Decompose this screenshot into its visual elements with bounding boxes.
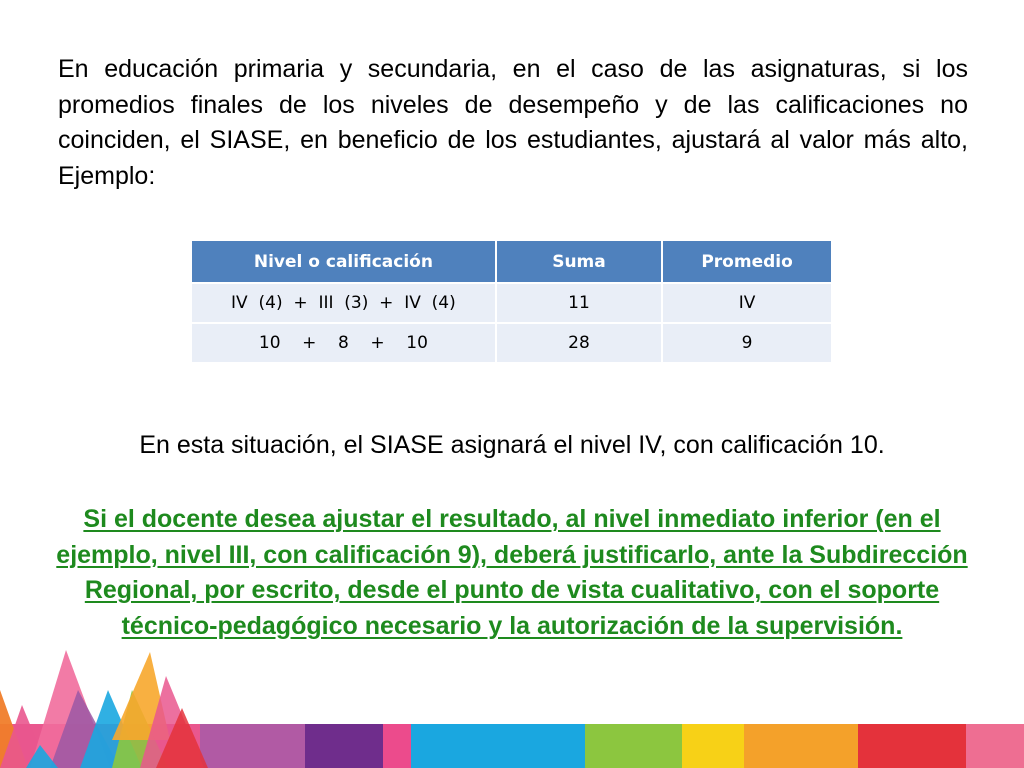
stripe-segment [966,724,1024,768]
stripe-segment [744,724,858,768]
triangle [80,690,142,768]
cell-suma: 28 [496,323,662,362]
triangle [112,690,168,768]
triangle [50,690,120,768]
stripe-segment [0,724,200,768]
table-row [192,283,831,323]
stripe-segment [585,724,682,768]
statement-text: En esta situación, el SIASE asignará el nivel IV, con calificación 10. [139,431,885,459]
stripe-segment [383,724,411,768]
stripe-segment [411,724,585,768]
table-row [192,323,831,362]
triangle [0,690,28,768]
triangle [156,708,208,768]
stripe-segment [305,724,383,768]
cell-nivel: IV (4) + III (3) + IV (4) [192,283,496,323]
triangle [30,650,110,768]
header-suma: Suma [496,241,662,283]
stripe-segment [858,724,966,768]
cell-nivel: 10 + 8 + 10 [192,323,496,362]
table-header-row [192,241,831,283]
header-nivel: Nivel o calificación [192,241,496,283]
triangle [112,652,170,740]
cell-suma: 11 [496,283,662,323]
example-table [192,241,831,362]
triangle [26,745,58,768]
intro-paragraph: En educación primaria y secundaria, en el caso de las asignaturas, si los promedios finales de los niveles de desempeño y de las calificaciones no coinciden, el SIASE, en beneficio de los estudiantes, ajustará al valor más alto, Ejemplo: [58,55,968,190]
cell-promedio: IV [662,283,831,323]
header-promedio: Promedio [662,241,831,283]
cell-promedio: 9 [662,323,831,362]
notice-text: Si el docente desea ajustar el resultado, al nivel inmediato inferior (en el ejemplo, nivel III, con calificación 9), deberá justificarlo, ante la Subdirección Regional, por escrito, desde el punto de vista cualitativo, con el soporte técnico-pedagógico necesario y la autorización de la supervisión. [56,505,968,640]
triangle [0,705,48,768]
triangle [140,676,204,768]
stripe-segment [682,724,744,768]
stripe-segment [200,724,305,768]
